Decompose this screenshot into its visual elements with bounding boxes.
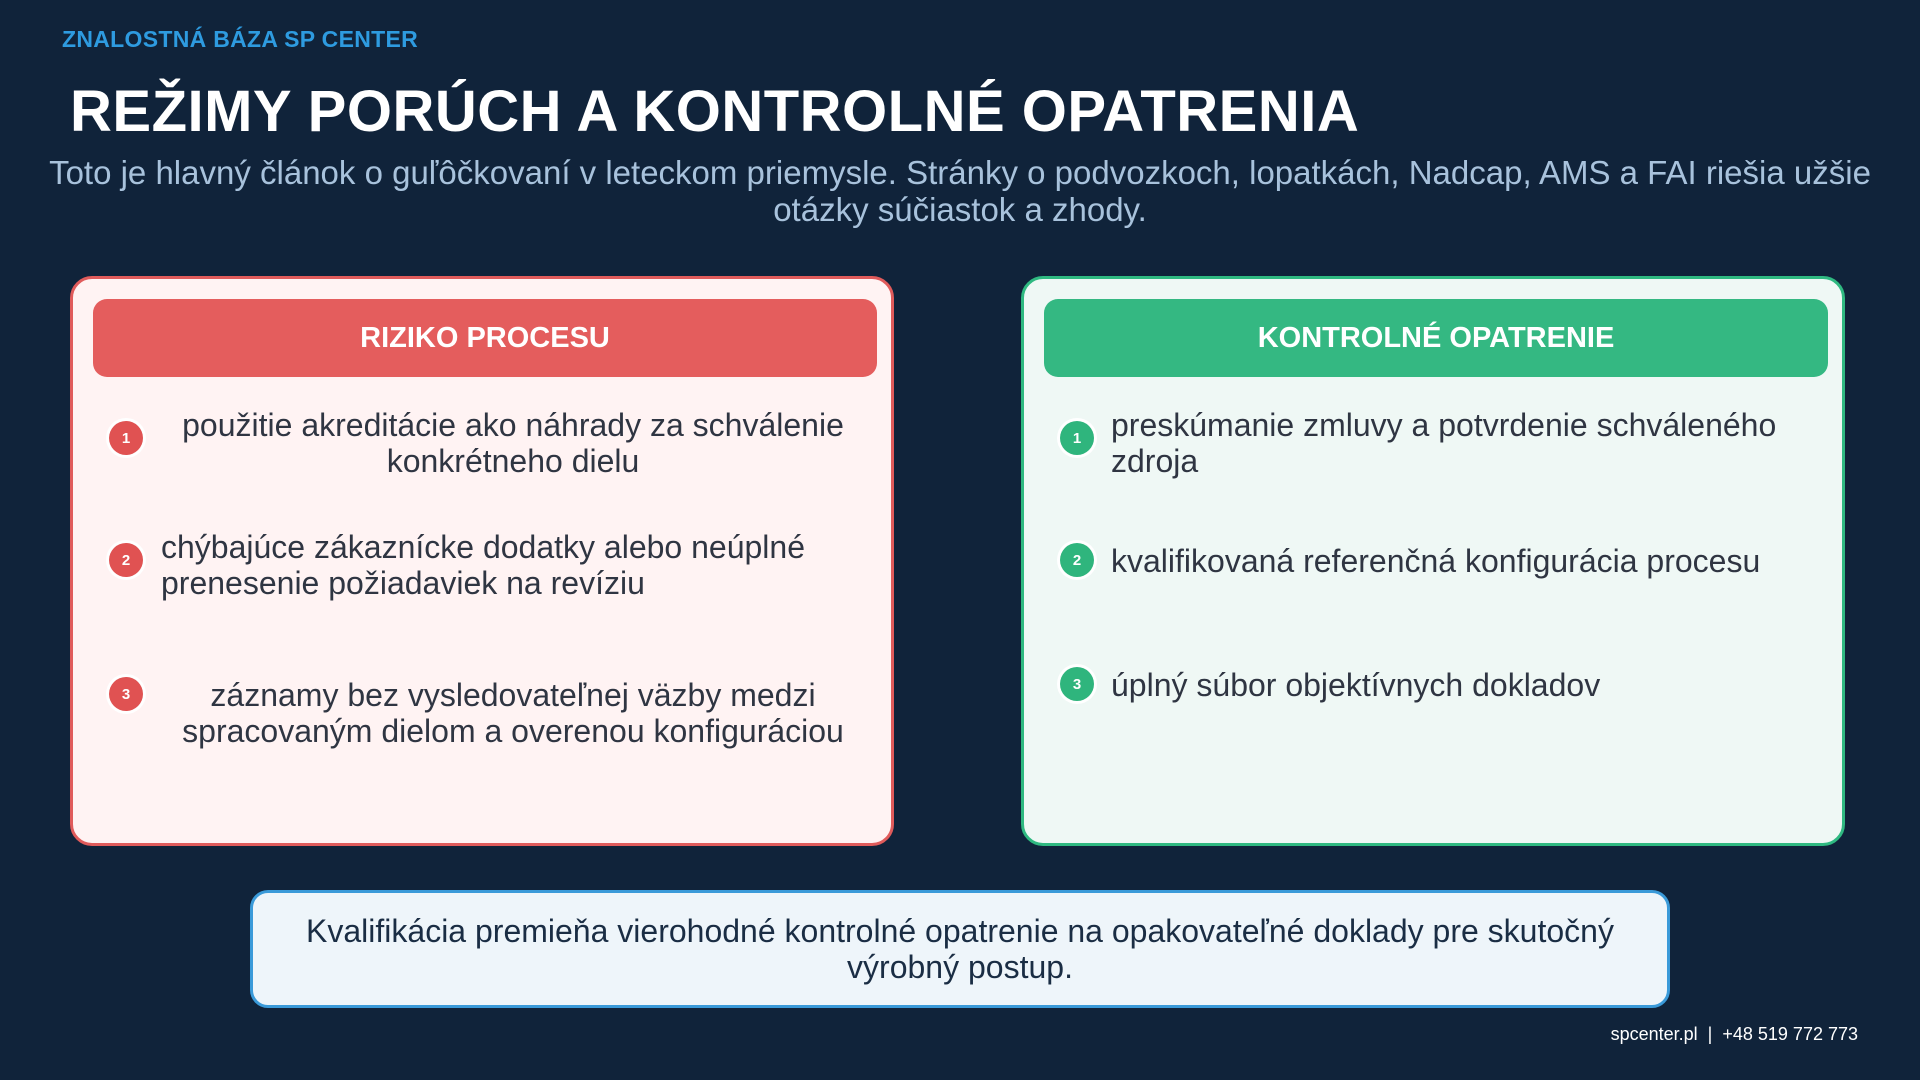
brand-label: ZNALOSTNÁ BÁZA SP CENTER [62,26,419,52]
risk-item-number: 2 [109,543,143,577]
page-subtitle: Toto je hlavný článok o guľôčkovaní v leteckom priemysle. Stránky o podvozkoch, lopatkách, Nadcap, AMS a FAI riešia užšie otázky súčiastok a zhody. [49,154,1871,228]
risk-item-text: záznamy bez vysledovateľnej väzby medzi spracovaným dielom a overenou konfiguráciou [182,677,844,749]
summary-callout: Kvalifikácia premieňa vierohodné kontrolné opatrenie na opakovateľné doklady pre skutočný výrobný postup. [250,890,1670,1008]
risk-card-heading: RIZIKO PROCESU [93,299,877,377]
control-card [1021,276,1845,846]
page-title: REŽIMY PORÚCH A KONTROLNÉ OPATRENIA [70,79,1360,144]
risk-card [70,276,894,846]
control-item-text: úplný súbor objektívnych dokladov [1111,667,1601,703]
risk-item-text: chýbajúce zákaznícke dodatky alebo neúplné prenesenie požiadaviek na revíziu [161,529,805,601]
control-item-number: 1 [1060,421,1094,455]
control-item-number: 2 [1060,543,1094,577]
risk-item-number: 1 [109,421,143,455]
control-item-text: kvalifikovaná referenčná konfigurácia procesu [1111,543,1761,579]
control-item-number: 3 [1060,667,1094,701]
risk-item-text: použitie akreditácie ako náhrady za schválenie konkrétneho dielu [182,407,844,479]
risk-item-number: 3 [109,677,143,711]
control-item-text: preskúmanie zmluvy a potvrdenie schváleného zdroja [1111,407,1777,479]
footer-contact: spcenter.pl | +48 519 772 773 [1610,1024,1858,1044]
control-card-heading: KONTROLNÉ OPATRENIE [1044,299,1828,377]
